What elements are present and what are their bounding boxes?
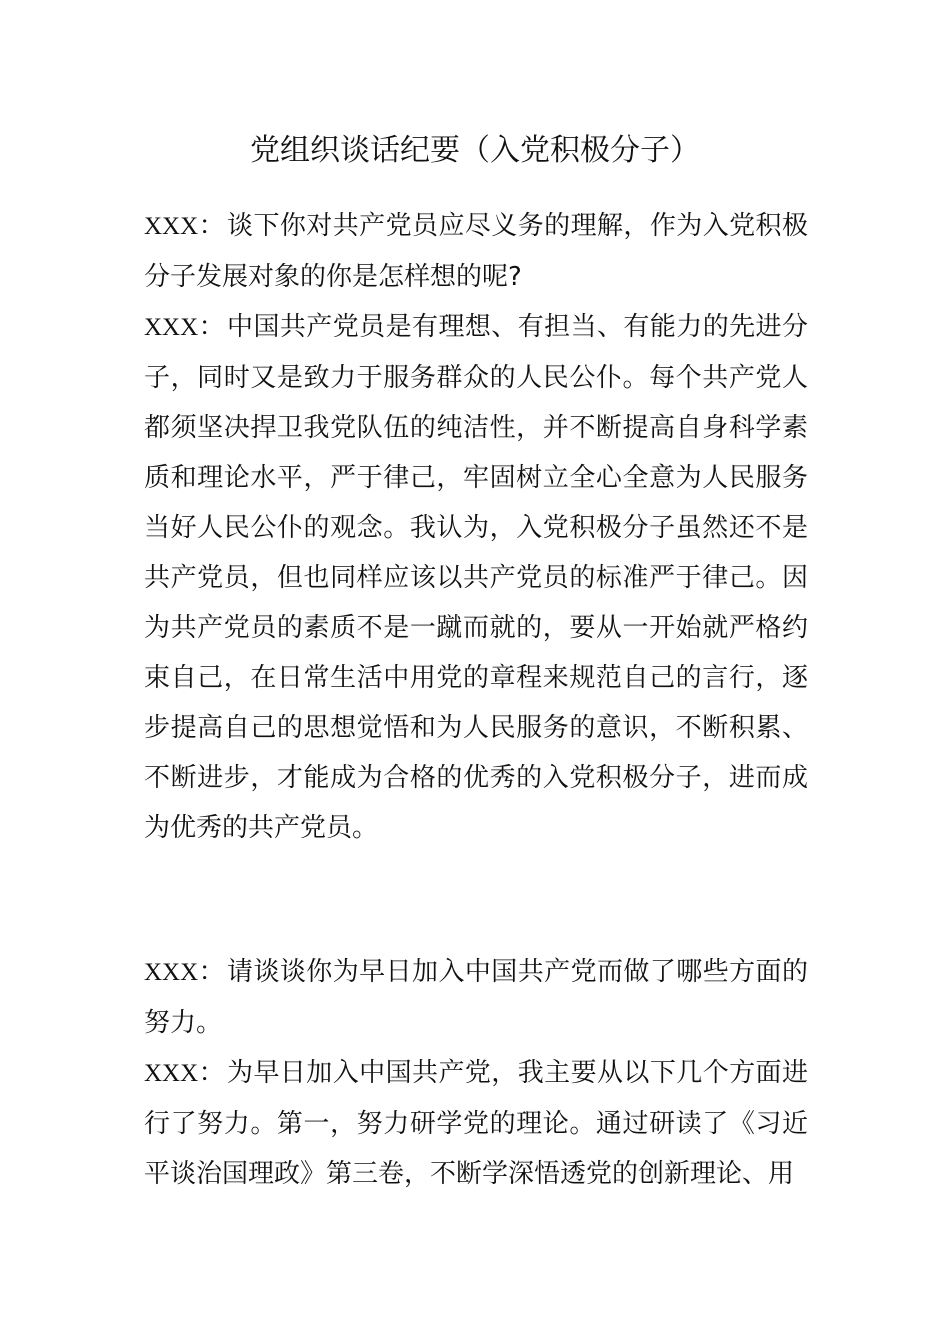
speaker-label: XXX — [144, 959, 199, 986]
question-paragraph — [144, 947, 808, 1048]
colon: ： — [198, 312, 226, 342]
answer-text: 为早日加入中国共产党，我主要从以下几个方面进行了努力。第一，努力研学党的理论。通过研读了《习近平谈治国理政》第三卷，不断学深悟透党的创新理论、用 — [144, 1058, 808, 1189]
speaker-label: XXX — [144, 213, 199, 240]
colon: ： — [198, 211, 226, 241]
colon: ： — [198, 1058, 226, 1088]
answer-text: 中国共产党员是有理想、有担当、有能力的先进分子，同时又是致力于服务群众的人民公仆。每个共产党人都须坚决捍卫我党队伍的纯洁性，并不断提高自身科学素质和理论水平，严于律己，牢固树立全心全意为人民服务当好人民公仆的观念。我认为，入党积极分子虽然还不是共产党员，但也同样应该以共产党员的标准严于律己。因为共产党员的素质不是一蹴而就的，要从一开始就严格约束自己，在日常生活中用党的章程来规范自己的言行，逐步提高自己的思想觉悟和为人民服务的意识，不断积累、不断进步，才能成为合格的优秀的入党积极分子，进而成为优秀的共产党员。 — [144, 312, 808, 843]
colon: ： — [198, 957, 226, 987]
speaker-label: XXX — [144, 314, 199, 341]
answer-paragraph — [144, 1048, 808, 1199]
speaker-label: XXX — [144, 1060, 199, 1087]
question-paragraph — [144, 201, 808, 302]
question-text: 谈下你对共产党员应尽义务的理解，作为入党积极分子发展对象的你是怎样想的呢? — [144, 211, 808, 292]
conversation-section-2 — [144, 947, 808, 1199]
conversation-section-1 — [144, 201, 808, 853]
document-title: 党组织谈话纪要（入党积极分子） — [250, 133, 700, 168]
answer-paragraph — [144, 302, 808, 853]
question-text: 请谈谈你为早日加入中国共产党而做了哪些方面的努力。 — [144, 957, 808, 1038]
